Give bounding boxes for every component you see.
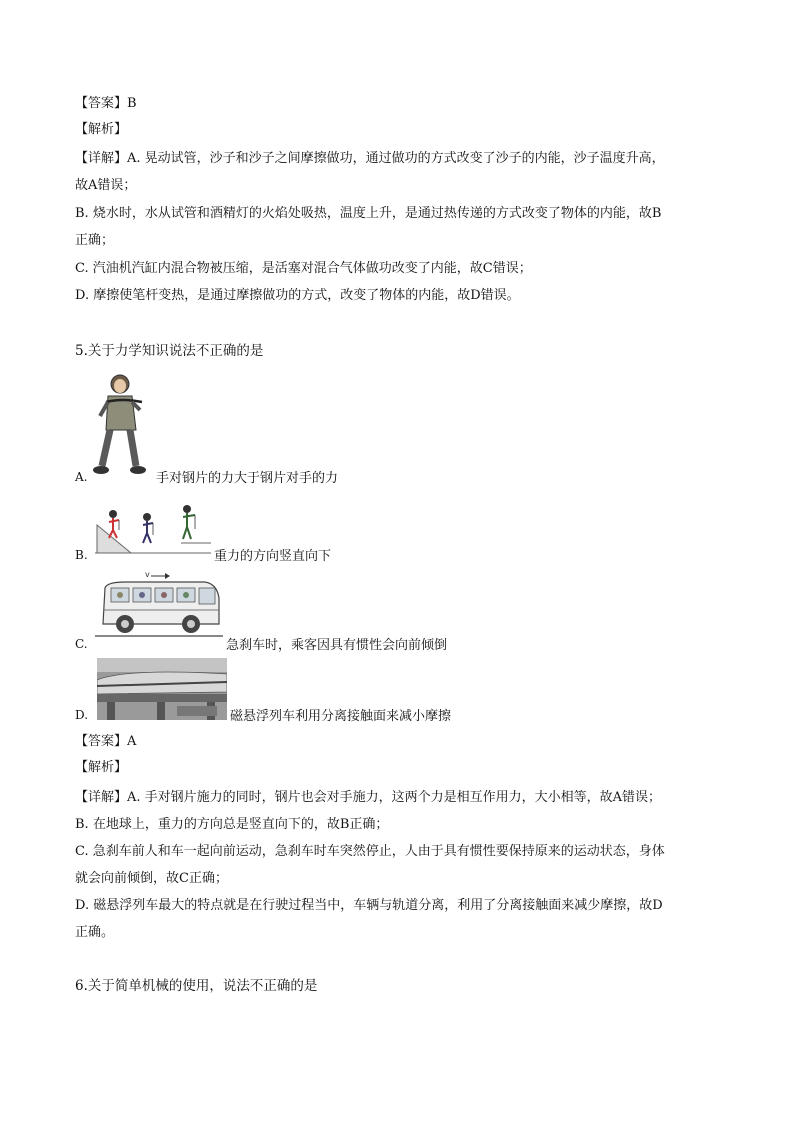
detail-line: 【详解】A. 晃动试管，沙子和沙子之间摩擦做功，通过做功的方式改变了沙子的内能，沙子温度升高， [75,151,665,166]
detail-line: 正确； [75,233,115,248]
option-a-text: 手对钢片的力大于钢片对手的力 [156,471,339,486]
detail-line: 正确。 [75,925,115,940]
bus-braking-illustration [95,568,223,640]
detail-line: 就会向前倾倒，故C正确； [75,871,228,886]
option-a-letter: A. [75,470,88,484]
gravity-direction-people-illustration [95,497,211,555]
detail-line: C. 汽油机汽缸内混合物被压缩，是活塞对混合气体做功改变了内能，故C错误； [75,261,532,276]
answer-label: 【答案】A [75,734,137,749]
detail-line: C. 急刹车前人和车一起向前运动，急刹车时车突然停止，人由于具有惯性要保持原来的运动状态，身体 [75,844,665,859]
detail-line: 故A错误； [75,178,137,193]
velocity-label: v [145,570,150,579]
detail-line: D. 磁悬浮列车最大的特点就是在行驶过程当中，车辆与轨道分离，利用了分离接触面来减少摩擦，故D [75,898,663,913]
option-c-text: 急刹车时，乘客因具有惯性会向前倾倒 [226,638,448,653]
maglev-train-photo [97,658,227,720]
question-title: 5.关于力学知识说法不正确的是 [75,343,264,359]
question-title: 6.关于简单机械的使用，说法不正确的是 [75,978,318,994]
option-b-text: 重力的方向竖直向下 [214,549,332,564]
person-bending-steel-strip-illustration [92,372,154,476]
option-c-letter: C. [75,637,88,651]
option-d-letter: D. [75,708,89,722]
detail-line: D. 摩擦使笔杆变热，是通过摩擦做功的方式，改变了物体的内能，故D错误。 [75,288,520,303]
answer-label: 【答案】B [75,96,137,111]
analysis-label: 【解析】 [75,760,128,775]
detail-line: 【详解】A. 手对钢片施力的同时，钢片也会对手施力，这两个力是相互作用力，大小相等，故A错误； [75,790,662,805]
detail-line: B. 烧水时，水从试管和酒精灯的火焰处吸热，温度上升，是通过热传递的方式改变了物体的内能，故B [75,206,662,221]
detail-line: B. 在地球上，重力的方向总是竖直向下的，故B正确； [75,817,389,832]
option-b-letter: B. [75,548,88,562]
option-d-text: 磁悬浮列车利用分离接触面来减小摩擦 [230,709,452,724]
analysis-label: 【解析】 [75,122,128,137]
